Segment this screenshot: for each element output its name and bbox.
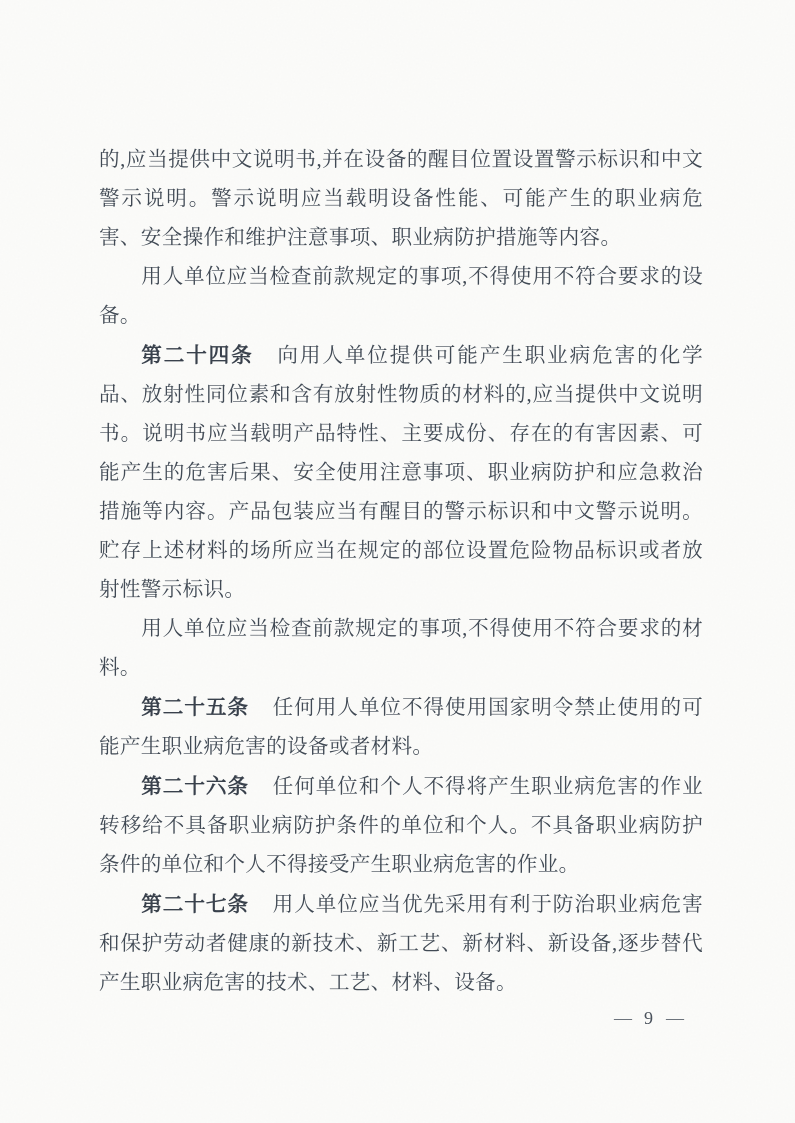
paragraph xyxy=(99,885,703,1003)
paragraph xyxy=(99,688,703,767)
document-body xyxy=(99,141,703,1003)
paragraph-text: 的,应当提供中文说明书,并在设备的醒目位置设置警示标识和中文警示说明。警示说明应当载明设备性能、可能产生的职业病危害、安全操作和维护注意事项、职业病防护措施等内容。 xyxy=(99,149,703,249)
article-number-lead: 第二十六条 xyxy=(141,775,249,798)
paragraph xyxy=(99,336,703,610)
paragraph-text: 任何用人单位不得使用国家明令禁止使用的可能产生职业病危害的设备或者材料。 xyxy=(99,697,703,758)
paragraph-text: 用人单位应当优先采用有利于防治职业病危害和保护劳动者健康的新技术、新工艺、新材料、新设备,逐步替代产生职业病危害的技术、工艺、材料、设备。 xyxy=(99,894,703,994)
page-number-dash-right: — xyxy=(666,1008,683,1028)
paragraph xyxy=(99,610,703,688)
paragraph-text: 用人单位应当检查前款规定的事项,不得使用不符合要求的设备。 xyxy=(99,266,703,327)
page-number xyxy=(614,1008,683,1029)
page-number-dash-left: — xyxy=(614,1008,631,1028)
paragraph xyxy=(99,258,703,336)
paragraph xyxy=(99,767,703,885)
paragraph-text: 任何单位和个人不得将产生职业病危害的作业转移给不具备职业病防护条件的单位和个人。不具备职业病防护条件的单位和个人不得接受产生职业病危害的作业。 xyxy=(99,776,703,876)
page-number-value: 9 xyxy=(644,1008,653,1028)
article-number-lead: 第二十七条 xyxy=(141,893,249,916)
paragraph-text: 向用人单位提供可能产生职业病危害的化学品、放射性同位素和含有放射性物质的材料的,应当提供中文说明书。说明书应当载明产品特性、主要成份、存在的有害因素、可能产生的危害后果、安全使用注意事项、职业病防护和应急救治措施等内容。产品包装应当有醒目的警示标识和中文警示说明。贮存上述材料的场所应当在规定的部位设置危险物品标识或者放射性警示标识。 xyxy=(99,345,703,601)
article-number-lead: 第二十五条 xyxy=(141,696,249,719)
article-number-lead: 第二十四条 xyxy=(141,344,254,367)
paragraph xyxy=(99,141,703,258)
paragraph-text: 用人单位应当检查前款规定的事项,不得使用不符合要求的材料。 xyxy=(99,618,703,679)
